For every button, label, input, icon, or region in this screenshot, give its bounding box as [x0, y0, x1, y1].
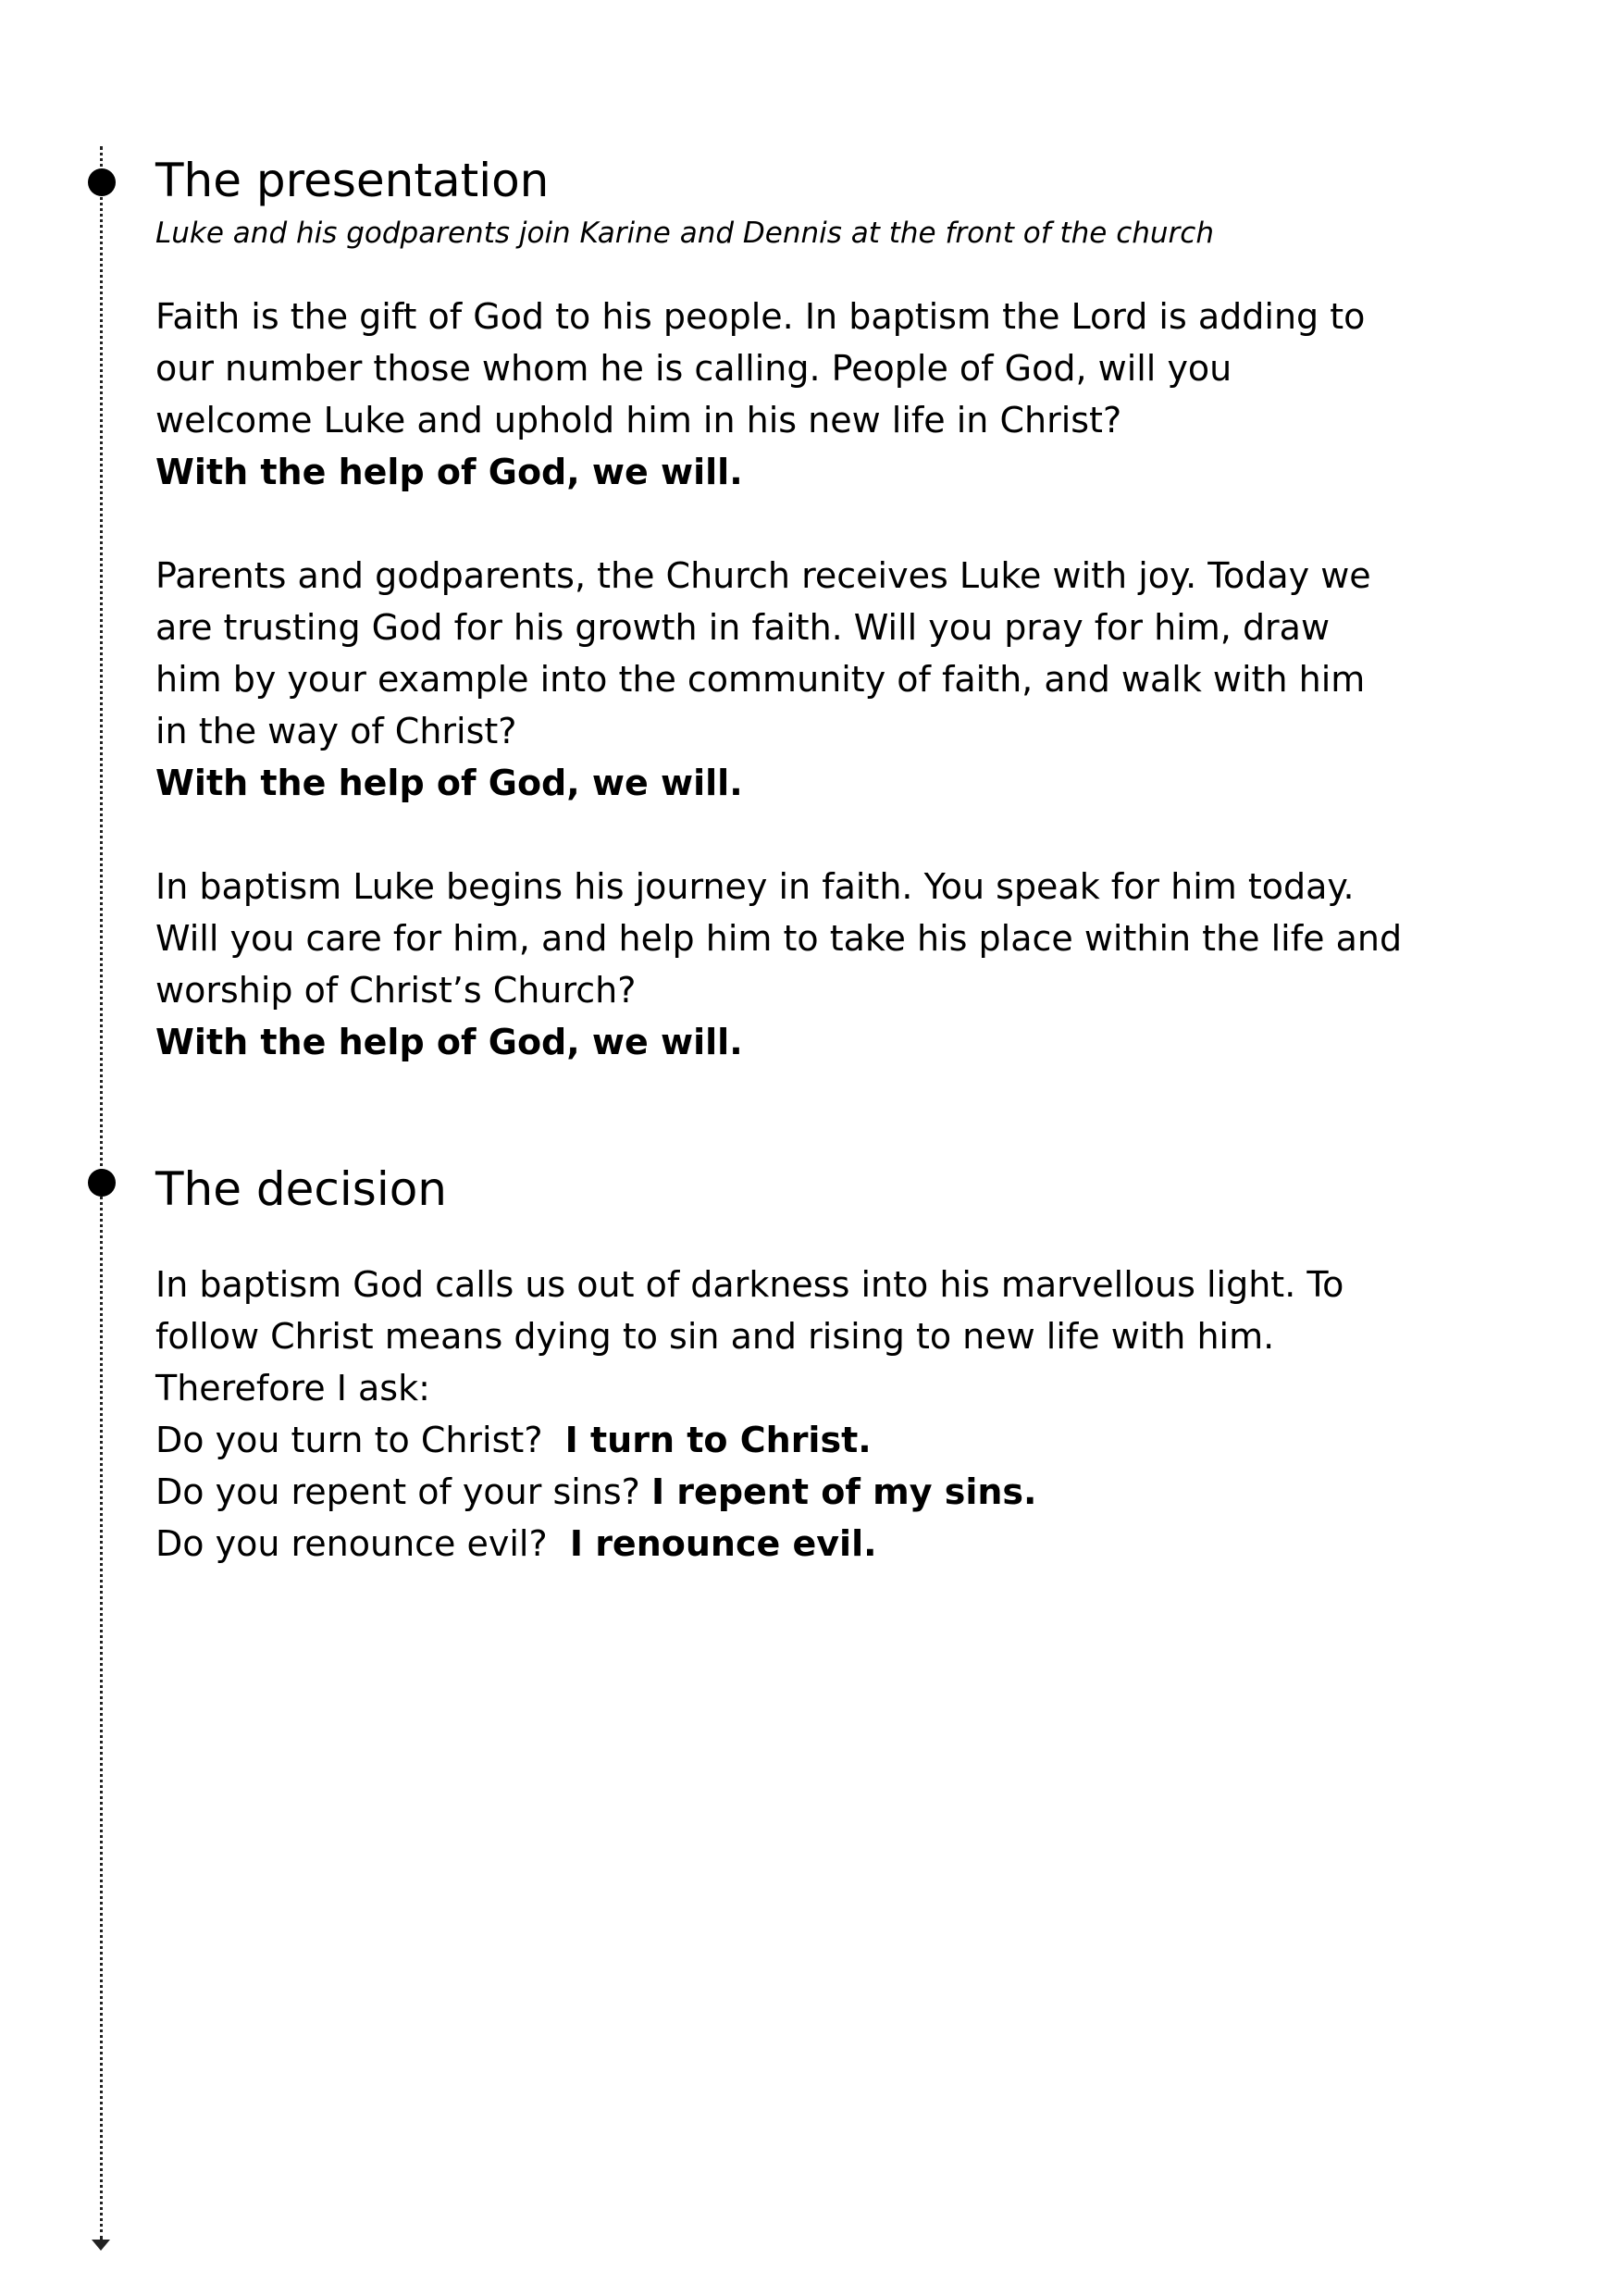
decision-question: Do you renounce evil?: [155, 1523, 570, 1564]
paragraph-line: him by your example into the community of faith, and walk with him: [155, 659, 1366, 700]
presentation-section: [155, 148, 1497, 1068]
section-heading-decision: The decision: [155, 1162, 447, 1216]
paragraph-line: worship of Christ’s Church?: [155, 970, 637, 1011]
paragraph-line: Will you care for him, and help him to take his place within the life and: [155, 918, 1403, 959]
decision-question-line: [155, 1466, 1497, 1518]
paragraph-line: Therefore I ask:: [155, 1368, 430, 1409]
decision-question: Do you repent of your sins?: [155, 1471, 651, 1512]
parents-response: With the help of God, we will.: [155, 763, 743, 803]
paragraph-line: Faith is the gift of God to his people. In baptism the Lord is adding to: [155, 296, 1366, 337]
decision-answer: I turn to Christ.: [564, 1420, 872, 1460]
timeline-dot-decision: [88, 1169, 116, 1197]
paragraph-journey-in-faith: [155, 861, 1497, 1068]
rubric-subtitle: Luke and his godparents join Karine and Dennis at the front of the church: [155, 217, 1214, 250]
decision-question-line: [155, 1414, 1497, 1466]
paragraph-line: our number those whom he is calling. People of God, will you: [155, 348, 1232, 389]
paragraph-line: welcome Luke and uphold him in his new life in Christ?: [155, 400, 1122, 441]
paragraph-line: In baptism Luke begins his journey in faith. You speak for him today.: [155, 866, 1355, 907]
paragraph-decision: [155, 1259, 1497, 1570]
arrow-down-icon: [92, 2240, 110, 2251]
congregation-response: With the help of God, we will.: [155, 452, 743, 492]
decision-answer: I repent of my sins.: [650, 1471, 1037, 1512]
paragraph-line: follow Christ means dying to sin and rising to new life with him.: [155, 1316, 1275, 1357]
decision-section: [155, 1157, 1497, 1570]
decision-question: Do you turn to Christ?: [155, 1420, 565, 1460]
paragraph-line: Parents and godparents, the Church receives Luke with joy. Today we: [155, 555, 1371, 596]
decision-question-line: [155, 1518, 1497, 1570]
decision-answer: I renounce evil.: [569, 1523, 877, 1564]
paragraph-line: are trusting God for his growth in faith. Will you pray for him, draw: [155, 607, 1331, 648]
paragraph-faith-gift: [155, 291, 1497, 498]
paragraph-parents-godparents: [155, 550, 1497, 809]
paragraph-line: in the way of Christ?: [155, 711, 517, 751]
section-heading-presentation: The presentation: [155, 154, 550, 207]
timeline-dot-presentation: [88, 168, 116, 196]
godparents-response: With the help of God, we will.: [155, 1022, 743, 1062]
paragraph-line: In baptism God calls us out of darkness into his marvellous light. To: [155, 1264, 1344, 1305]
